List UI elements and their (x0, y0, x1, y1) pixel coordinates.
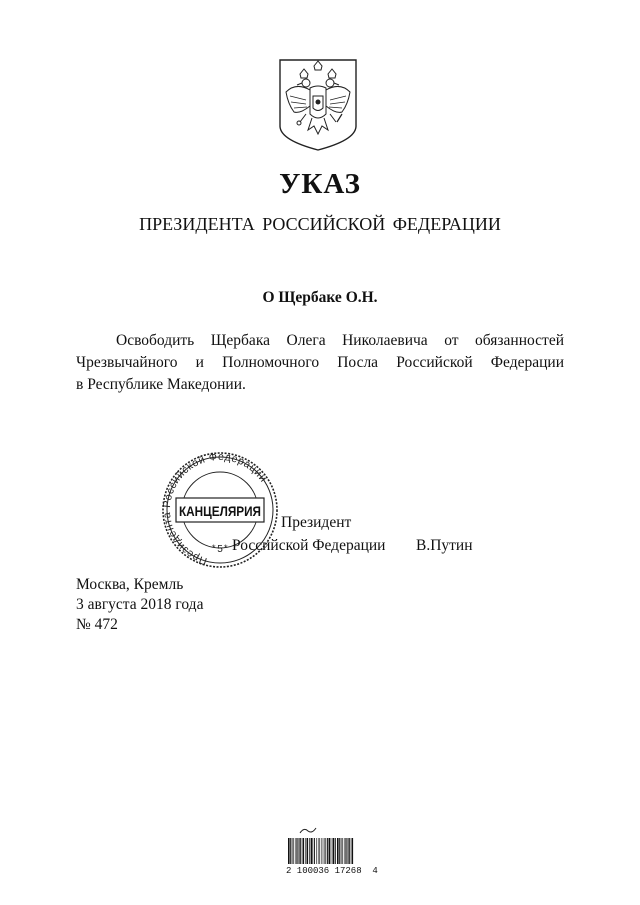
barcode-bar (305, 838, 306, 864)
barcode-bar (293, 838, 294, 864)
seal-number: 5 (217, 544, 223, 555)
barcode-bar (344, 838, 345, 864)
barcode-bar (319, 838, 320, 864)
seal-ring-text: Президента Российской Федерации (160, 450, 270, 568)
barcode-bar (346, 838, 347, 864)
svg-text:*: * (212, 543, 216, 553)
chancellery-seal-stamp (160, 448, 280, 574)
barcode-bar (316, 838, 317, 864)
barcode-bar (323, 838, 324, 864)
barcode-bar (348, 838, 349, 864)
decree-place: Москва, Кремль (76, 576, 184, 593)
svg-text:*: * (224, 543, 228, 553)
barcode-bar (352, 838, 354, 864)
barcode-graphic (288, 838, 354, 864)
barcode-bar (299, 838, 300, 864)
barcode-bar (318, 838, 319, 864)
barcode-digits: 2 100036 17268 4 (286, 866, 378, 876)
barcode-bar (292, 838, 293, 864)
decree-date: 3 августа 2018 года (76, 596, 204, 613)
decree-body-line: в Республике Македонии. (76, 376, 246, 393)
barcode-bar (325, 838, 326, 864)
signatory-title: Президент (281, 514, 352, 531)
barcode-bar (297, 838, 298, 864)
seal-center-text: КАНЦЕЛЯРИЯ (179, 503, 261, 519)
barcode-bar (333, 838, 335, 864)
barcode-bar (342, 838, 343, 864)
barcode-bar (335, 838, 336, 864)
barcode-bar (300, 838, 301, 864)
barcode-bar (345, 838, 346, 864)
double-headed-eagle-emblem-icon (276, 56, 360, 152)
decree-body-line: Чрезвычайного и Полномочного Посла Российской Федерации (76, 354, 564, 371)
decree-subject-heading: О Щербаке О.Н. (262, 289, 378, 306)
barcode-bar (296, 838, 297, 864)
barcode-mark-icon (299, 826, 317, 834)
signatory-organization: Российской Федерации (232, 537, 386, 554)
barcode-bar (327, 838, 328, 864)
decree-number: № 472 (76, 616, 118, 633)
barcode-bar (331, 838, 332, 864)
decree-body (76, 330, 564, 396)
barcode-bar (321, 838, 322, 864)
barcode-bar (303, 838, 305, 864)
barcode-bar (309, 838, 310, 864)
barcode-bar (288, 838, 290, 864)
barcode-bar (339, 838, 340, 864)
barcode-bar (337, 838, 339, 864)
barcode-bar (290, 838, 291, 864)
barcode-bar (295, 838, 296, 864)
decree-body-line: Освободить Щербака Олега Николаевича от обязанностей (116, 332, 564, 349)
barcode-bar (329, 838, 331, 864)
barcode-bar (341, 838, 342, 864)
decree-title: УКАЗ (279, 168, 361, 200)
barcode-bar (314, 838, 315, 864)
barcode-bar (307, 838, 309, 864)
barcode-bar (349, 838, 350, 864)
decree-issuer: ПРЕЗИДЕНТА РОССИЙСКОЙ ФЕДЕРАЦИИ (139, 214, 501, 234)
signatory-name: В.Путин (416, 537, 473, 554)
barcode-bar (311, 838, 313, 864)
